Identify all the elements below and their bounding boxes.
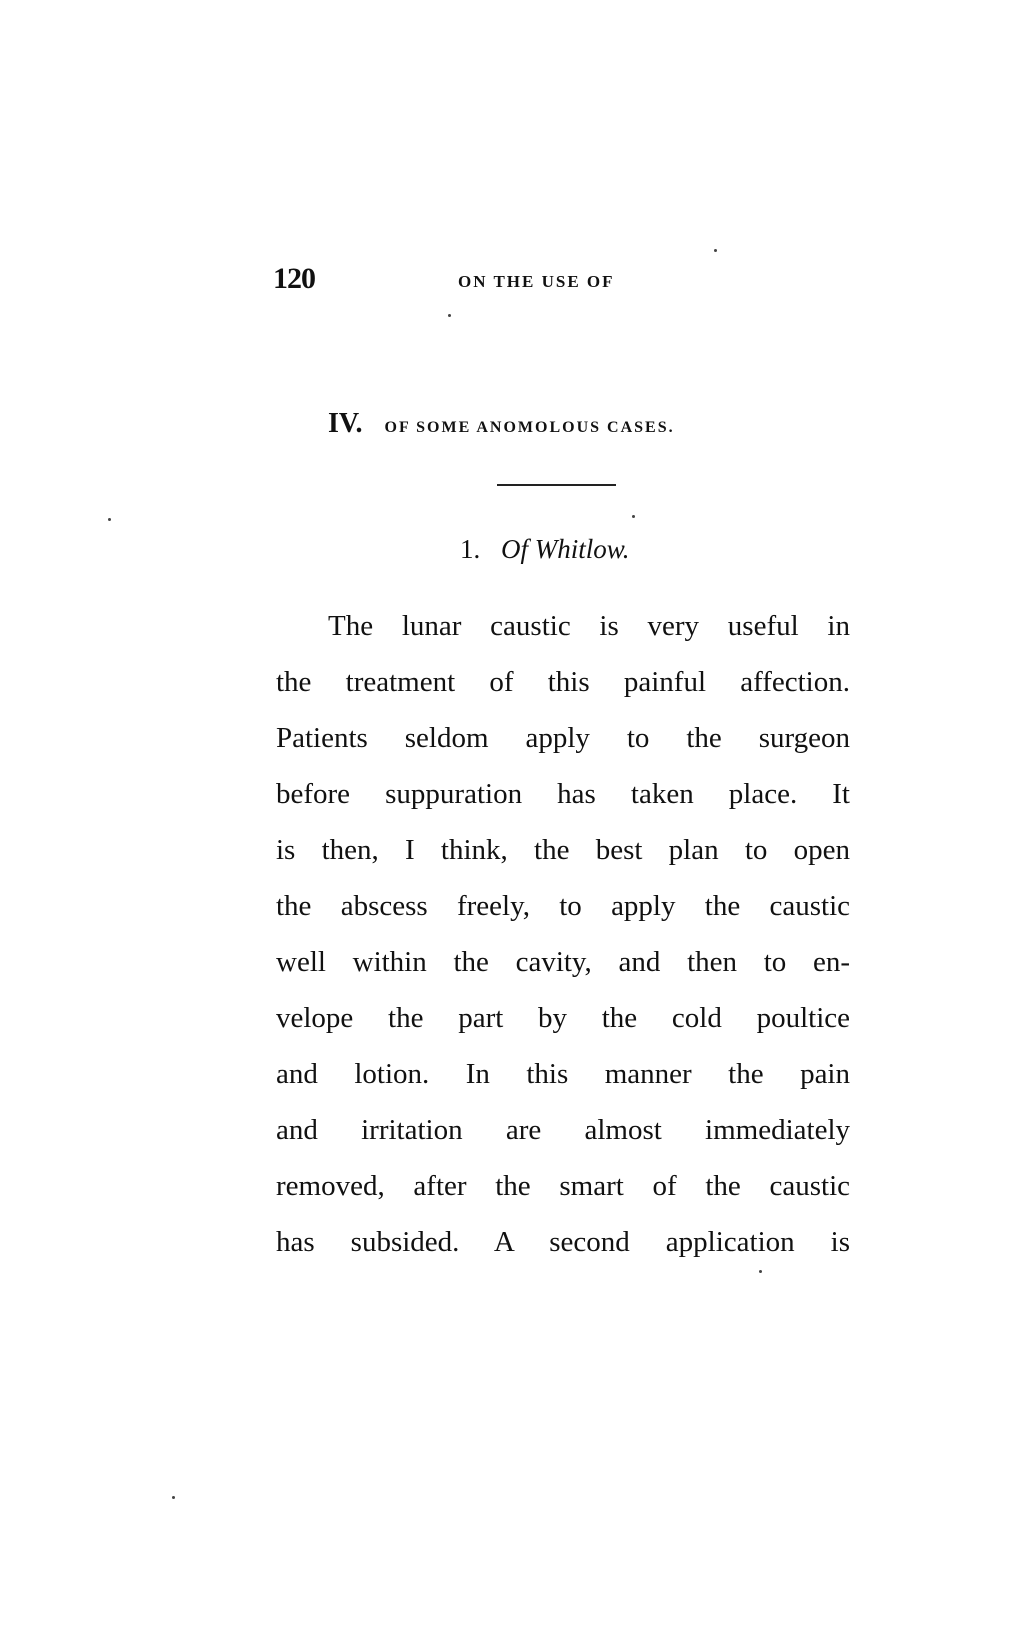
section-divider [497, 484, 616, 486]
body-paragraph [276, 598, 850, 1270]
section-heading [328, 408, 675, 440]
body-line: is then, I think, the best plan to open [276, 834, 850, 866]
scan-speck [714, 249, 717, 252]
scan-speck [759, 1270, 762, 1273]
body-line: the abscess freely, to apply the caustic [276, 890, 850, 922]
body-line: Patients seldom apply to the surgeon [276, 722, 850, 754]
body-line: before suppuration has taken place. It [276, 778, 850, 810]
body-line: and irritation are almost immediately [276, 1114, 850, 1146]
section-number: IV. [328, 408, 363, 439]
body-line: has subsided. A second application is [276, 1226, 850, 1258]
scan-speck [632, 515, 635, 518]
scan-speck [448, 314, 451, 317]
body-line: and lotion. In this manner the pain [276, 1058, 850, 1090]
body-line: The lunar caustic is very useful in [328, 610, 850, 642]
subsection-title: Of Whitlow. [501, 534, 630, 564]
body-line: well within the cavity, and then to en- [276, 946, 850, 978]
scan-speck [108, 518, 111, 521]
scan-speck [172, 1496, 175, 1499]
subsection-heading [460, 532, 630, 566]
body-line: the treatment of this painful affection. [276, 666, 850, 698]
section-title: OF SOME ANOMOLOUS CASES. [384, 419, 675, 436]
subsection-number: 1. [460, 534, 481, 564]
body-line: velope the part by the cold poultice [276, 1002, 850, 1034]
body-line: removed, after the smart of the caustic [276, 1170, 850, 1202]
running-title: ON THE USE OF [458, 272, 615, 291]
page-number: 120 [273, 262, 315, 295]
